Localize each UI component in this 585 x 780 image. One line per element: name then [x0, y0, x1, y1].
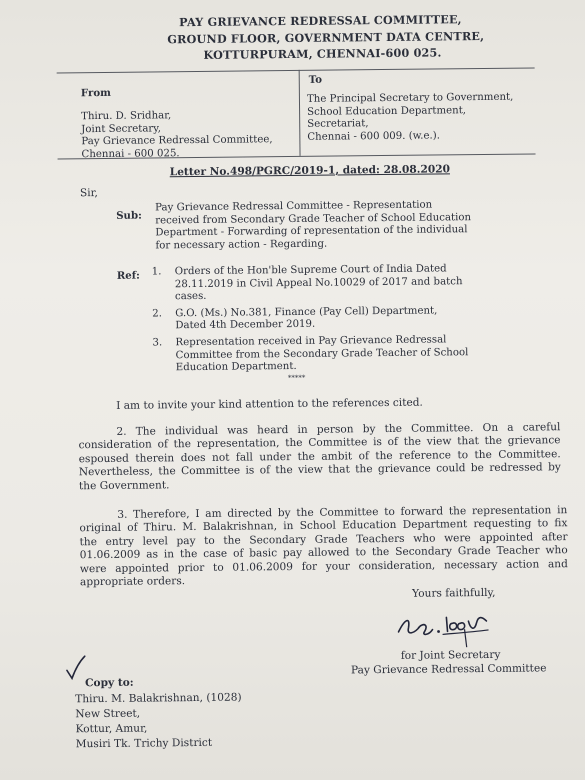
reference-number: 2.: [152, 308, 162, 320]
reference-line: Representation received in Pay Grievance Redressal: [175, 334, 447, 349]
office-name: PAY GRIEVANCE REDRESSAL COMMITTEE,: [179, 12, 462, 30]
to-department: School Education Department,: [307, 104, 467, 118]
paragraph-3-line: were appointed prior to 01.06.2009 for your consideration, necessary action and: [79, 557, 568, 575]
paragraph-2-line: the Government.: [78, 478, 170, 492]
to-name: The Principal Secretary to Government,: [306, 91, 514, 105]
box-top-rule: [57, 67, 535, 73]
tick-mark-icon: [65, 654, 87, 680]
reference-line: 28.11.2019 in Civil Appeal No.10029 of 2017 and batch: [174, 275, 463, 290]
to-block: [307, 92, 514, 145]
paragraph-2-line: 2. The individual was heard in person by the Committee. On a careful: [116, 421, 561, 438]
signatory-line-1: for Joint Secretary: [400, 648, 501, 662]
copy-to-block: [75, 691, 242, 753]
copy-to-district: Musiri Tk. Trichy District: [75, 736, 213, 751]
subject-line: Department - Forwarding of representation of the individual: [155, 224, 468, 239]
reference-stars: *****: [287, 373, 306, 382]
handwritten-signature: [394, 601, 494, 650]
paragraph-3-line: 01.06.2009 as in the case of basic pay allowed to the Secondary Grade Teacher who: [79, 544, 568, 562]
copy-to-label: Copy to:: [84, 676, 134, 690]
paragraph-2-line: consideration of the representation, the Committee is of the view that the grievance: [78, 434, 561, 452]
reference-label: Ref:: [116, 269, 140, 282]
paragraph-3-line: 3. Therefore, I am directed by the Committee to forward the representation in: [117, 504, 568, 521]
reference-line: G.O. (Ms.) No.381, Finance (Pay Cell) Department,: [175, 305, 438, 320]
office-address-line1: GROUND FLOOR, GOVERNMENT DATA CENTRE,: [167, 28, 485, 47]
reference-line: cases.: [174, 291, 207, 303]
reference-number: 1.: [151, 266, 162, 278]
reference-number: 3.: [152, 337, 163, 349]
reference-item: [152, 305, 492, 334]
reference-list: [152, 263, 493, 383]
paragraph-3-line: original of Thiru. M. Balakrishnan, in School Education Department requesting to fix: [79, 517, 568, 535]
reference-line: Committee from the Secondary Grade Teacher of School: [175, 346, 469, 361]
to-city: Chennai - 600 009. (w.e.).: [307, 130, 440, 143]
paragraph-2-line: Nevertheless, the Committee is of the view that the grievance could be redressed by: [78, 461, 561, 479]
subject-line: for necessary action - Regarding.: [155, 238, 328, 252]
reference-line: Education Department.: [175, 361, 297, 374]
salutation: Sir,: [79, 187, 98, 200]
from-designation: Joint Secretary,: [81, 122, 161, 135]
paragraph-1: I am to invite your kind attention to the references cited.: [116, 396, 423, 412]
from-name: Thiru. D. Sridhar,: [81, 110, 172, 123]
copy-to-name: Thiru. M. Balakrishnan, (1028): [75, 691, 242, 706]
paragraph-2-line: espoused therein does not fall under the ambit of the reference to the Committee.: [78, 448, 561, 466]
copy-to-street: New Street,: [75, 707, 141, 721]
office-address-line2: KOTTURPURAM, CHENNAI-600 025.: [203, 45, 442, 62]
subject-line: received from Secondary Grade Teacher of School Education: [155, 211, 472, 227]
to-office: Secretariat,: [307, 118, 369, 131]
reference-line: Orders of the Hon'ble Supreme Court of India Dated: [174, 263, 447, 278]
paragraph-3: [79, 504, 568, 590]
reference-item: [152, 263, 492, 304]
subject-text: [155, 199, 486, 253]
closing: Yours faithfully,: [412, 586, 496, 600]
from-city: Chennai - 600 025.: [81, 147, 180, 160]
subject-line: Pay Grievance Redressal Committee - Representation: [155, 199, 433, 214]
letter-number: Letter No.498/PGRC/2019-1, dated: 28.08.2020: [169, 163, 450, 179]
from-label: From: [80, 86, 111, 100]
from-office: Pay Grievance Redressal Committee,: [81, 134, 273, 148]
signatory-line-2: Pay Grievance Redressal Committee: [350, 662, 547, 677]
copy-to-town: Kottur, Amur,: [75, 722, 148, 736]
paragraph-3-line: the entry level pay to the Secondary Grade Teachers who were appointed after: [79, 530, 568, 549]
from-block: [81, 109, 273, 161]
to-label: To: [308, 73, 323, 86]
reference-line: Dated 4th December 2019.: [175, 319, 316, 332]
reference-item: [152, 334, 492, 375]
subject-label: Sub:: [116, 209, 142, 222]
box-divider: [299, 70, 301, 156]
paragraph-3-line: appropriate orders.: [79, 575, 186, 589]
paragraph-2: [78, 421, 561, 493]
